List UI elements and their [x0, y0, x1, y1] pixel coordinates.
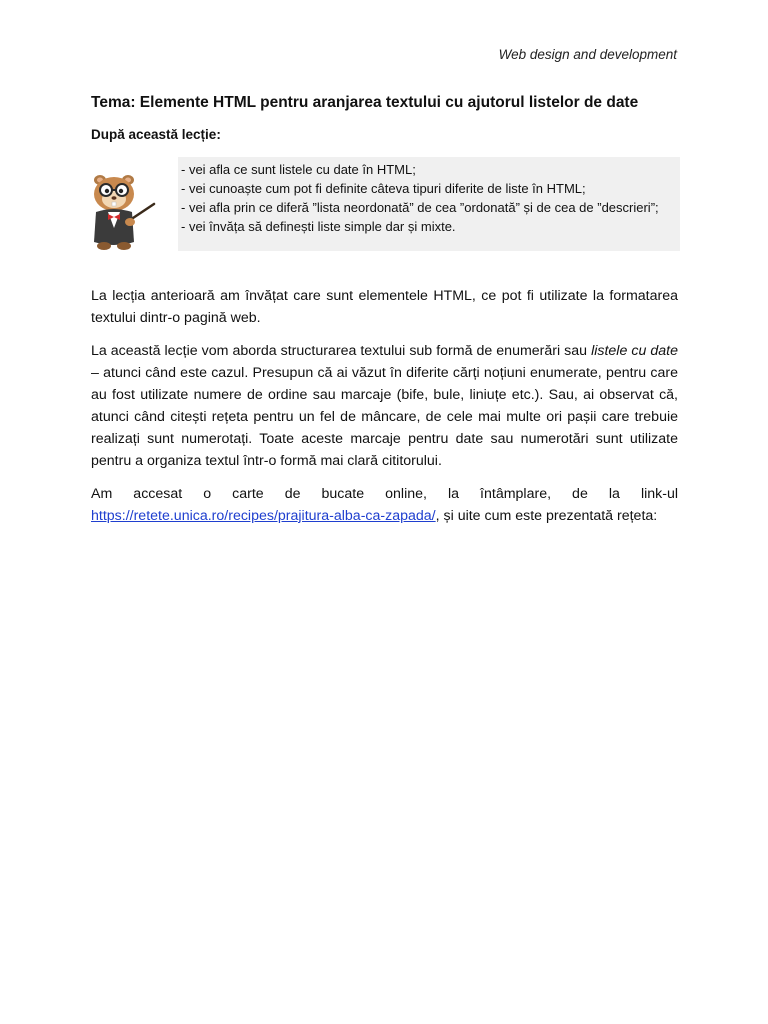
objectives-box — [178, 157, 680, 251]
objective-item: - vei afla ce sunt listele cu date în HTML; — [181, 162, 416, 177]
teacher-hamster-icon — [86, 168, 156, 252]
objectives-heading: După această lecție: — [91, 127, 221, 142]
paragraph-lists — [91, 340, 678, 472]
lesson-title: Tema: Elemente HTML pentru aranjarea textului cu ajutorul listelor de date — [91, 94, 639, 111]
paragraph-lists-end: – atunci când este cazul. Presupun că ai văzut în diferite cărți noțiuni enumerate, pentru care au fost utilizate numere de ordine sau marcaje (bife, bule, liniuțe etc.). Sau, ai observat că, atunci când citești rețeta pentru un fel de mâncare, de cele mai multe ori pașii care trebuie realizați sunt numerotați. Toate aceste marcaje pentru date sau numerotări sunt utilizate pentru a organiza textul într-o formă mai clară cititorului. — [91, 365, 678, 469]
paragraph-intro: La lecția anterioară am învățat care sunt elementele HTML, ce pot fi utilizate la formatarea textului dintr-o pagină web. — [91, 288, 678, 326]
paragraph-recipe — [91, 483, 678, 527]
paragraph-lists-start: La această lecție vom aborda structurarea textului sub formă de enumerări sau — [91, 343, 592, 359]
paragraph-lists-emphasis: listele cu date — [591, 343, 678, 359]
objective-item: - vei cunoaște cum pot fi definite câteva tipuri diferite de liste în HTML; — [181, 181, 586, 196]
objective-item: - vei învăța să definești liste simple dar și mixte. — [181, 219, 456, 234]
running-header: Web design and development — [498, 47, 677, 62]
paragraph-recipe-end: , și uite cum este prezentată rețeta: — [435, 508, 658, 524]
recipe-link[interactable]: https://retete.unica.ro/recipes/prajitura-alba-ca-zapada/ — [91, 508, 436, 524]
objective-item: - vei afla prin ce diferă ”lista neordonată” de cea ”ordonată” și de cea de ”descrieri”; — [181, 200, 659, 215]
paragraph-recipe-start: Am accesat o carte de bucate online, la întâmplare, de la link-ul — [91, 486, 678, 502]
